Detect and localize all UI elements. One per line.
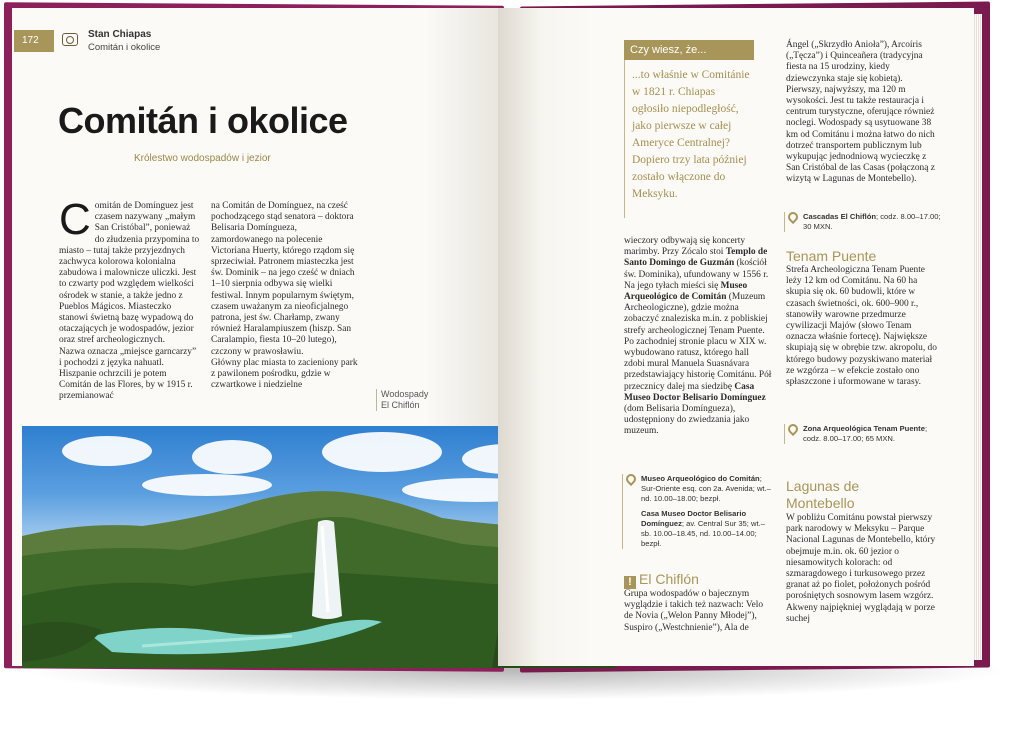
article-paragraph-1: omitán de Domínguez jest czasem nazywany „małym San Cristóbal”, ponieważ do złudzenia przypomina to miasto – tutaj także przyjezdnych zachwyca kolorowa kolonialna zabudowa i malownicze uliczki. Jest to czwarty pod względem wielkości ośrodek w stanie, a także jedno z Pueblos Mágicos. Miasteczko stanowi świetną bazę wypadową do otaczających je wodospadów, jezior oraz stref archeologicznych. xyxy=(59,201,200,346)
cascadas-info-box: Cascadas El Chiflón; codz. 8.00–17.00; 30 MXN. xyxy=(784,212,944,232)
templo-name: Templo de Santo Domingo de Guzmán xyxy=(624,247,768,269)
did-you-know-title: Czy wiesz, że... xyxy=(624,40,754,60)
running-head-author: Stan Chiapas xyxy=(88,29,152,40)
page-subtitle: Królestwo wodospadów i jezior xyxy=(134,153,271,164)
el-chiflon-text: Grupa wodospadów o bajecznym wyglądzie i takich też nazwach: Velo de Novia („Welon Panny Młodej”), Suspiro („Westchnienie”), Ala de xyxy=(624,589,764,633)
right-column-1: wieczory odbywają się koncerty marimby. Przy Zócalo stoi Templo de Santo Domingo de Guzmán (kościół św. Dominika), ufundowany w 1556 r. Na jego tyłach mieści się Museo Arqueológico de Comitán (Muzeum Archeologiczne), gdzie można zobaczyć znaleziska m.in. z pobliskiej strefy archeologicznej Tenam Puente. Po zachodniej stronie placu w XIX w. wybudowano ratusz, którego hall zdobi mural Manuela Suasnávara przedstawiający historię Comitánu. Pół przecznicy dalej ma siedzibę Casa Museo Doctor Belisario Domínguez (dom Belisaria Domíngueza), udostępniony do zwiedzania jako muzeum. xyxy=(624,236,772,437)
running-head-section: Comitán i okolice xyxy=(88,42,161,53)
article-column-2 xyxy=(211,201,361,391)
casa-museo-name: Casa Museo Doctor Belisario Domínguez xyxy=(624,381,766,403)
zona-info-box: Zona Arqueológica Tenam Puente; codz. 8.00–17.00; 65 MXN. xyxy=(784,424,944,444)
article-paragraph-3: na Comitán de Domínguez, na cześć pochodzącego stąd senatora – doktora Belisaria Domíngueza, zamordowanego na polecenie Victoriana Huerty, którego rządom się sprzeciwiał. Patronem miasteczka jest św. Dominik – na jego cześć w dniach 1–10 sierpnia odbywa się wielki festiwal. Innym popularnym świętym, czasem uważanym za nieoficjalnego patrona, jest św. Charłamp, zwany również Haralampiuszem (hiszp. San Caralampio, fiesta 10–20 lutego), czczony w prawosławiu. xyxy=(211,201,355,357)
tenam-puente-text: Strefa Archeologiczna Tenam Puente leży 12 km od Comitánu. Na 60 ha skupia się ok. 60 budowli, które w czasach świetności, ok. 600–900 r., stanowiły warowne przedmurze cywilizacji Majów (słowo Tenam oznacza właśnie fortecę). Największe skupiają się w obrębie tzw. akropolu, do którego budowy pozyskiwano materiał ze wzgórza – w efekcie zostało ono spłaszczone i uformowane w tarasy. xyxy=(786,265,937,388)
article-column-1 xyxy=(59,195,201,403)
drop-cap: C xyxy=(59,195,91,244)
article-paragraph-4: Główny plac miasta to zacieniony park z pawilonem pośrodku, gdzie w czwartkowe i niedzielne xyxy=(211,357,358,391)
map-pin-icon xyxy=(624,472,638,486)
page-title: Comitán i okolice xyxy=(58,100,348,141)
section-heading-lagunas-de-montebello: Lagunas de Montebello xyxy=(786,478,860,511)
museum-info-box: Museo Arqueológico do Comitán; Sur-Oriente esq. con 2a. Avenida; wt.–nd. 10.00–18.00; bezpł. Casa Museo Doctor Belisario Domínguez; av. Central Sur 35; wt.–sb. 10.00–18.45, nd. 10.00–14.00; bezpł. xyxy=(622,474,772,549)
exclamation-icon: ! xyxy=(624,576,636,589)
museo-name: Museo Arqueológico de Comitán xyxy=(624,280,748,303)
photo-caption: Wodospady El Chiflón xyxy=(376,389,428,411)
lagunas-text: W pobliżu Comitánu powstał pierwszy park narodowy w Meksyku – Parque Nacional Lagunas de Montebello, który obejmuje m.in. ok. 60 jezior o niesamowitych kolorach: od szmaragdowego i turkusowego przez granat aż po fiolet, położonych pośród porośniętych sosnowym lasem wzgórz. Akweny najpiękniej wyglądają w porze suchej xyxy=(786,513,936,624)
page-edges xyxy=(974,14,982,660)
right-column-2: Ángel („Skrzydło Anioła”), Arcoíris („Tęcza”) i Quinceañera (tradycyjna fiesta na 15 urodziny, kiedy dziewczynka staje się kobietą). Pierwszy, najwyższy, ma 120 m wysokości. Jest tu także restauracja i centrum turystyczne, oferujące również noclegi. Wodospady są usytuowane 38 km od Comitánu i można łatwo do nich dotrzeć transportem publicznym lub wykupując jednodniową wycieczkę z San Cristóbal de las Casas (połączoną z wizytą w Lagunas de Montebello). xyxy=(786,40,935,185)
section-heading-tenam-puente: Tenam Puente xyxy=(786,248,877,264)
did-you-know-text: ...to właśnie w Comitánie w 1821 r. Chiapas ogłosiło niepodległość, jako pierwsze w całej Ameryce Centralnej? Dopiero trzy lata później zostało włączone do Meksyku. xyxy=(632,69,750,200)
map-pin-icon xyxy=(786,422,800,436)
article-paragraph-2: Nazwa oznacza „miejsce garncarzy” i pochodzi z języka nahuatl. Hiszpanie ochrzcili je potem Comitán de las Flores, by w 1915 r. przemianować xyxy=(59,346,197,402)
camera-icon xyxy=(62,33,78,46)
map-pin-icon xyxy=(786,210,800,224)
page-number: 172 xyxy=(14,30,54,52)
section-heading-el-chiflon: ! El Chiflón xyxy=(624,571,699,589)
